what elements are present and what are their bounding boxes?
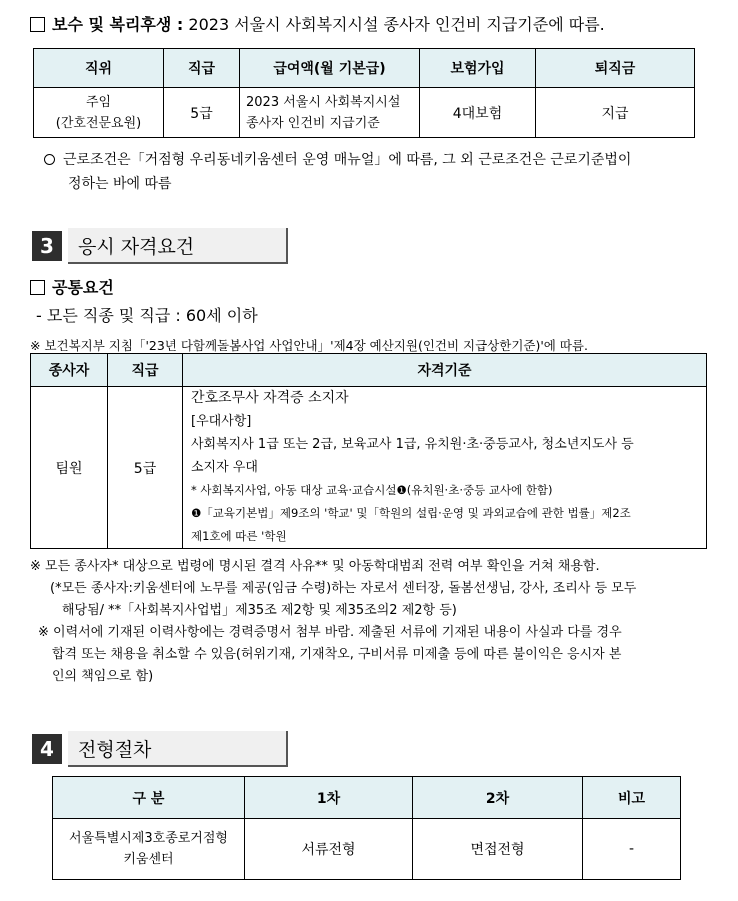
salary-heading-bold: 보수 및 복리후생 : — [52, 15, 184, 34]
salary-grade-cell: 5급 — [164, 88, 240, 138]
salary-pay-cell — [240, 88, 420, 138]
section3-title: 응시 자격요건 — [68, 228, 288, 264]
hiring-note-4: ※ 이력서에 기재된 이력사항에는 경력증명서 첨부 바람. 제출된 서류에 기재된 내용이 사실과 다를 경우 — [38, 625, 622, 640]
salary-severance-cell: 지급 — [536, 88, 695, 138]
salary-note-line2: 정하는 바에 따름 — [68, 176, 172, 192]
salary-pay-line1: 2023 서울시 사회복지시설 — [246, 94, 401, 110]
salary-col-grade: 직급 — [164, 49, 240, 88]
qual-line-1: 간호조무사 자격증 소지자 — [191, 390, 349, 406]
circle-bullet-icon — [44, 154, 55, 165]
proc-col-first: 1차 — [245, 777, 413, 819]
salary-note-line1: 근로조건은「거점형 우리동네키움센터 운영 매뉴얼」에 따름, 그 외 근로조건은 근로기준법이 — [63, 152, 632, 168]
hiring-note-5: 합격 또는 채용을 취소할 수 있음(허위기재, 기재착오, 구비서류 미제출 등에 따른 불이익은 응시자 본 — [52, 647, 622, 662]
proc-col-category: 구 분 — [53, 777, 245, 819]
qual-line-3: 사회복지사 1급 또는 2급, 보육교사 1급, 유치원·초·중등교사, 청소년지도사 등 — [191, 437, 634, 452]
hiring-notes — [30, 556, 712, 688]
section3-number: 3 — [32, 231, 62, 261]
salary-position-line1: 주임 — [85, 94, 112, 110]
qual-line-2: [우대사항] — [191, 414, 252, 429]
salary-position-cell — [34, 88, 164, 138]
common-heading — [30, 275, 114, 298]
qual-line-5: * 사회복지사업, 아동 대상 교육·교습시설❶(유치원·초·중등 교사에 한함) — [191, 483, 553, 497]
hiring-note-2: (*모든 종사자:키움센터에 노무를 제공(임금 수령)하는 자로서 센터장, 돌봄선생님, 강사, 조리사 등 모두 — [50, 581, 637, 596]
guideline-note: ※ 보건복지부 지침「'23년 다함께돌봄사업 사업안내」'제4장 예산지원(인건비 지급상한기준)'에 따름. — [30, 338, 588, 353]
proc-place-line1: 서울특별시제3호종로거점형 — [69, 831, 228, 846]
checkbox-square-icon — [30, 17, 45, 32]
qual-line-7: 제1호에 따른 '학원 — [191, 529, 287, 543]
section4-number: 4 — [32, 734, 62, 764]
salary-note — [44, 148, 704, 196]
salary-col-pay: 급여액(월 기본급) — [240, 49, 420, 88]
salary-col-severance: 퇴직금 — [536, 49, 695, 88]
qual-col-grade: 직급 — [108, 354, 183, 387]
proc-place-cell — [53, 819, 245, 880]
age-requirement: - 모든 직종 및 직급 : 60세 이하 — [36, 306, 258, 325]
qual-line-6: ❶「교육기본법」제9조의 '학교' 및「학원의 설립·운영 및 과외교습에 관한 법률」제2조 — [191, 506, 631, 520]
proc-col-remark: 비고 — [583, 777, 681, 819]
proc-col-second: 2차 — [413, 777, 583, 819]
qual-criteria-cell — [183, 387, 707, 549]
salary-col-position: 직위 — [34, 49, 164, 88]
salary-col-insurance: 보험가입 — [420, 49, 536, 88]
section4-title: 전형절차 — [68, 731, 288, 767]
proc-place-line2: 키움센터 — [123, 852, 174, 867]
qual-staff-cell: 팀원 — [31, 387, 108, 549]
qual-grade-cell: 5급 — [108, 387, 183, 549]
checkbox-square-icon — [30, 280, 45, 295]
salary-insurance-cell: 4대보험 — [420, 88, 536, 138]
qual-col-criteria: 자격기준 — [183, 354, 707, 387]
section3-header — [32, 228, 288, 264]
salary-position-line2: (간호전문요원) — [55, 115, 142, 131]
qual-col-staff: 종사자 — [31, 354, 108, 387]
qualification-table — [30, 353, 707, 549]
section4-header — [32, 731, 288, 767]
hiring-note-6: 인의 책임으로 함) — [52, 669, 154, 684]
salary-table — [33, 48, 695, 138]
qual-line-4: 소지자 우대 — [191, 460, 258, 475]
hiring-note-3: 해당됨/ **「사회복지사업법」제35조 제2항 및 제35조의2 제2항 등) — [62, 603, 457, 618]
salary-heading — [30, 12, 605, 35]
proc-first-cell: 서류전형 — [245, 819, 413, 880]
proc-second-cell: 면접전형 — [413, 819, 583, 880]
salary-pay-line2: 종사자 인건비 지급기준 — [246, 115, 380, 131]
procedure-table — [52, 776, 681, 880]
hiring-note-1: ※ 모든 종사자* 대상으로 법령에 명시된 결격 사유** 및 아동학대범죄 전력 여부 확인을 거쳐 채용함. — [30, 559, 600, 574]
common-heading-text: 공통요건 — [52, 278, 114, 297]
proc-remark-cell: - — [583, 819, 681, 880]
salary-heading-text: 2023 서울시 사회복지시설 종사자 인건비 지급기준에 따름. — [188, 15, 605, 34]
